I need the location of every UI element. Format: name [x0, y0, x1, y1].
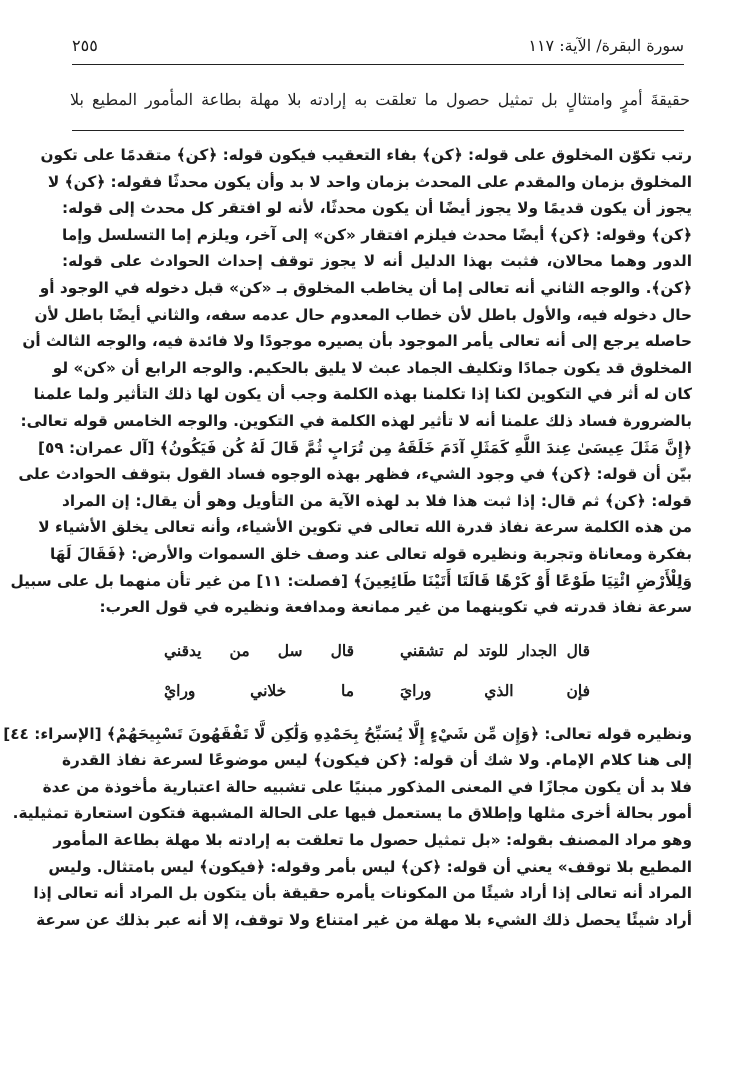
separator-line: [72, 130, 684, 131]
text-line: المخلوق قد يكون جمادًا وتكليف الجماد عبث لا يليق بالحكيم. والوجه الرابع أن «كن» لو: [52, 358, 692, 377]
matn-quote: حقيقةَ أمرٍ وامتثالٍ بل تمثيل حصول ما تعلقت به إرادته بلا مهلة بطاعة المأمور المطيع بلا: [70, 90, 691, 109]
text-line: يجوز أن يكون قديمًا ولا يجوز أيضًا أن يكون محدثًا، لأنه لو افتقر كل محدث إلى قوله:: [62, 199, 692, 218]
text-line: بيّن أن قوله: ﴿كن﴾ في وجود الشيء، فظهر بهذه الوجوه فساد القول بتوقف الحوادث على: [18, 465, 692, 484]
quran-verse-line: ونظيره قوله تعالى: ﴿وَإِن مِّن شَيْءٍ إِلَّا يُسَبِّحُ بِحَمْدِهِ وَلَٰكِن لَّا تَفْقَهُونَ تَسْبِيحَهُمْ﴾ [الإسراء: ٤٤]: [3, 724, 692, 743]
poem-verse: [62, 671, 692, 711]
poem-hemistich-first: قال الجدار للوتد لم تشقني: [400, 640, 590, 660]
quran-verse-line: وَلِلْأَرْضِ ائْتِيَا طَوْعًا أَوْ كَرْهًا قَالَتَا أَتَيْنَا طَائِعِينَ﴾ [فصلت: ١١] من غير تأن منهما بل على سبيل: [10, 571, 692, 590]
quran-verse-line: ﴿إِنَّ مَثَلَ عِيسَىٰ عِندَ اللَّهِ كَمَثَلِ آدَمَ خَلَقَهُ مِن تُرَابٍ ثُمَّ قَالَ لَهُ كُن فَيَكُونُ﴾ [آل عمران: ٥٩]: [37, 438, 692, 457]
page-number: ٢٥٥: [72, 36, 98, 55]
poem-hemistich-second: قال سل من يدقني: [164, 640, 354, 660]
text-line: من هذه الكلمة سرعة نفاذ قدرة الله تعالى في تكوين الأشياء، وأنه تعالى يخلق الأشياء لا: [38, 518, 692, 537]
text-line: المخلوق بزمان والمقدم على المحدث بزمان واحد لا بد وأن يكون محدثًا فقوله: ﴿كن﴾ لا: [47, 172, 692, 191]
text-line: ﴿كن﴾. والوجه الثاني أنه تعالى إما أن يخاطب المخلوق بـ «كن» قبل دخوله في الوجود أو: [39, 278, 692, 297]
text-line: سرعة نفاذ قدرته في تكوينهما من غير ممانعة ومدافعة ونظيره في قول العرب:: [99, 598, 692, 617]
text-line: المراد أنه تعالى إذا أراد شيئًا من المكونات يأمره حقيقة بأن يتكون بل المراد أنه تعالى إذا: [33, 884, 692, 903]
surah-verse-title: سورة البقرة/ الآية: ١١٧: [528, 36, 684, 55]
text-line: وهو مراد المصنف بقوله: «بل تمثيل حصول ما تعلقت به إرادته بلا مهلة بطاعة المأمور: [53, 831, 692, 850]
text-line: حال دخوله فيه، والأول باطل لأن خطاب المعدوم حال عدمه سفه، والثاني أيضًا باطل لأن: [34, 305, 692, 324]
text-line: الدور وهما محالان، فثبت بهذا الدليل أنه لا يجوز توقف إحداث الحوادث على قوله:: [62, 252, 692, 271]
text-line: بفكرة ومعاناة وتجربة ونظيره قوله تعالى عند وصف خلق السموات والأرض: ﴿فَقَالَ لَهَا: [49, 544, 692, 563]
page-header: [72, 30, 684, 65]
poem-hemistich-first: فإن الذي ورايَ: [400, 680, 590, 700]
text-line: قوله: ﴿كن﴾ ثم قال: إذا ثبت هذا فلا بد لهذه الآية من التأويل وهو أن يقال: إن المراد: [62, 491, 692, 510]
poem-verses: [62, 631, 692, 711]
text-line: إلى هنا كلام الإمام. ولا شك أن قوله: ﴿كن فيكون﴾ ليس موضوعًا لسرعة نفاذ القدرة: [62, 751, 692, 770]
text-line: حاصله يرجع إلى أنه تعالى يأمر الموجود بأن يصيره موجودًا ولا فائدة فيه، والوجه الثالث أن: [22, 332, 692, 351]
text-line: رتب تكوّن المخلوق على قوله: ﴿كن﴾ بفاء التعقيب فيكون قوله: ﴿كن﴾ متقدمًا على تكون: [40, 146, 692, 164]
text-line: بالضرورة فساد ذلك علمنا أنه لا تأثير لهذه الكلمة في التكوين. والوجه الخامس قوله تعالى:: [20, 411, 692, 430]
text-line: المطيع بلا توقف» يعني أن قوله: ﴿كن﴾ ليس بأمر وقوله: ﴿فيكون﴾ ليس بامتثال. وليس: [48, 857, 692, 876]
commentary-body: [3, 142, 692, 933]
text-line: أمور بحالة أخرى مثلها وإطلاق ما يستعمل فيها على الحالة المشبهة فتكون استعارة تمثيلية.: [12, 804, 692, 823]
text-line: ﴿كن﴾ وقوله: ﴿كن﴾ أيضًا محدث فيلزم افتقار «كن» إلى آخر، ويلزم إما التسلسل وإما: [62, 225, 692, 244]
text-line: كان له أثر في التكوين لكنا إذا تكلمنا بهذه الكلمة وجب أن يكون لها ذلك التأثير ولما علمنا: [33, 385, 692, 404]
text-line: فلا بد أن يكون مجازًا في المعنى المذكور مبنيًا على تشبيه حالة اعتبارية مأخوذة من عدة: [42, 777, 692, 796]
text-line: أراد شيئًا يحصل ذلك الشيء بلا مهلة من غير امتناع ولا توقف، إلا أنه عبر بذلك عن سرعة: [36, 910, 692, 929]
commentary-continued: [3, 721, 692, 934]
poem-verse: [62, 631, 692, 671]
poem-hemistich-second: ما خلاني ورايْ: [164, 680, 354, 700]
